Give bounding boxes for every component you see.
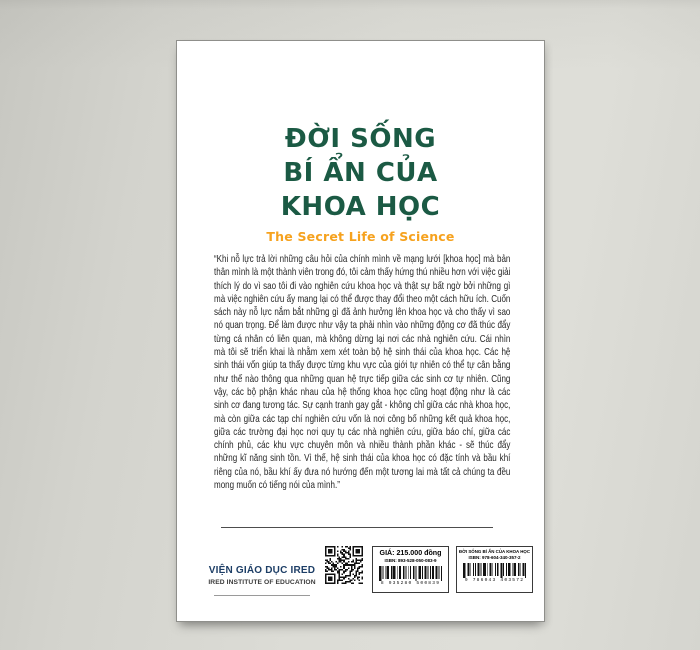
publisher-block <box>203 565 321 596</box>
price-product-code: ISBN: 893-528-050-083-9 <box>384 557 437 563</box>
isbn-box-title: ĐỜI SỐNG BÍ ẨN CỦA KHOA HỌC <box>459 549 530 554</box>
price-barcode <box>379 566 443 581</box>
isbn-barcode <box>463 563 527 578</box>
book-back-cover <box>176 40 545 622</box>
price-barcode-digits: 8 935280 500839 <box>380 580 441 586</box>
book-subtitle: The Secret Life of Science <box>266 229 455 244</box>
isbn-barcode-digits: 9 786043 403572 <box>464 578 525 583</box>
qr-code <box>325 546 363 584</box>
back-cover-blurb: “Khi nỗ lực trả lời những câu hỏi của chính mình về mạng lưới [khoa học] mà bản thân mình là một thành viên trong đó, tôi cảm thấy hứng thú nhiều hơn với việc giải thích lý do vì sao tôi đi vào nghiên cứu khoa học và thật sự bất ngờ bởi những gì mà việc nghiên cứu ấy mang lại có thể được thay đổi theo một cách hữu ích. Cuốn sách này nỗ lực nắm bắt những gì đã ảnh hưởng lên khoa học và cho thấy vì sao nó quan trọng. Để làm được như vậy ta phải nhìn vào những động cơ đã thúc đẩy từng cá nhân có liên quan, mà không dừng lại nơi các nhà nghiên cứu. Cái nhìn mà tôi sẽ triển khai là nhằm xem xét toàn bộ hệ sinh thái của khoa học. Các hệ sinh thái vốn giúp ta thấy được từng khu vực của giới tự nhiên có thể tự cân bằng như thế nào thông qua những quan hệ trực tiếp giữa các sinh cơ tự nhiên. Cũng vậy, các bộ phận khác nhau của hệ thống khoa học cũng hoạt động như là các sinh cơ đang tương tác. Sự cạnh tranh gay gắt - không chỉ giữa các nhà khoa học, mà còn giữa các tạp chí nghiên cứu vốn là nơi công bố những kết quả khoa học, giữa các trường đại học nơi quy tụ các nhà nghiên cứu, giữa báo chí, giữa các chính phủ, các khu vực chuyên môn và nhiều thành phần khác - sẽ thúc đẩy những kĩ năng sinh tồn. Vì thế, hệ sinh thái của khoa học có đặc tính và bầu khí riêng của nó, bầu khí ấy đưa nó hướng đến một tương lai mà tất cả chúng ta đều mong muốn có tiếng nói của mình.” <box>214 254 511 492</box>
book-title <box>177 122 544 224</box>
publisher-name-en: IRED INSTITUTE OF EDUCATION <box>208 579 316 586</box>
isbn-number: ISBN: 978-604-340-357-2 <box>468 555 521 560</box>
title-line-1: ĐỜI SỐNG <box>284 124 437 154</box>
price-box <box>372 546 449 593</box>
footer-divider <box>221 527 493 528</box>
isbn-box <box>456 546 533 593</box>
title-line-2: BÍ ẨN CỦA <box>283 158 438 188</box>
price-label: GIÁ: 215.000 đồng <box>379 549 442 557</box>
title-line-3: KHOA HỌC <box>280 192 441 222</box>
publisher-rule <box>214 595 310 596</box>
publisher-name-vi: VIỆN GIÁO DỤC IRED <box>208 565 316 576</box>
